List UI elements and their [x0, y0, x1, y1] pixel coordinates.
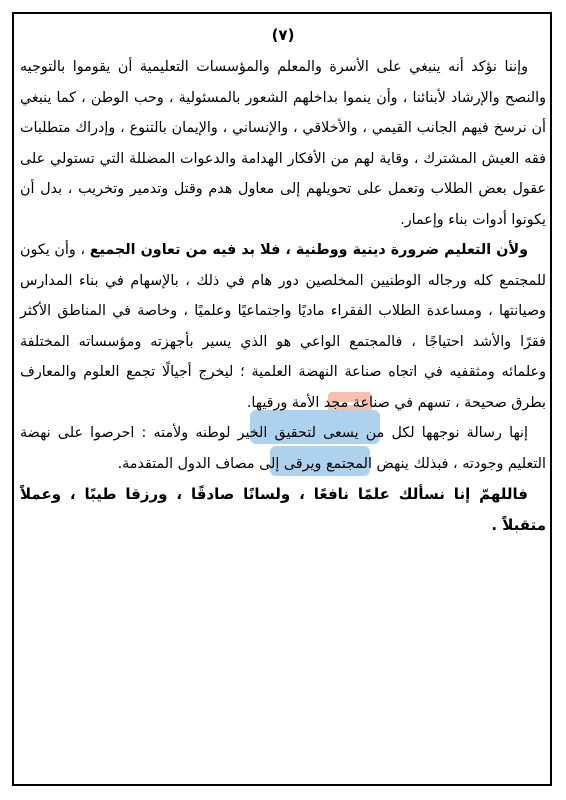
page-number: (٧) — [271, 26, 295, 44]
document-body — [20, 52, 546, 540]
paragraph-education-cooperation — [20, 235, 546, 418]
paragraph-emphasis: ولأن التعليم ضرورة دينية ووطنية ، فلا بد فيه من تعاون الجميع — [89, 242, 528, 258]
paragraph-text: ، وأن يكون للمجتمع كله ورجاله الوطنيين المخلصين دور هام في ذلك ، بالإسهام في بناء المدارس وصيانتها ، ومساعدة الطلاب الفقراء ماديًا واجتماعيًا وعلميًا ، وخاصة في المناطق الأكثر فقرًا والأشد احتياجًا ، فالمجتمع الواعي هو الذي يسير بأجهزته ومؤسساته المختلفة وعلمائه ومثقفيه في اتجاه صناعة النهضة العلمية ؛ ليخرج أجيالًا تجمع العلوم والمعارف بطرق صحيحة ، تسهم في صناعة مجد الأمة ورقيها. — [20, 242, 546, 411]
paragraph-text: إنها رسالة نوجهها لكل من يسعى لتحقيق الخير لوطنه ولأمته : احرصوا على نهضة التعليم وجودته ، فبذلك ينهض المجتمع ويرقى إلى مصاف الدول المتقدمة. — [20, 425, 546, 472]
closing-prayer: فاللهمّ إنا نسألك علمًا نافعًا ، ولسانًا صادقًا ، ورزقا طيبًا ، وعملاً متقبلاً . — [20, 485, 546, 534]
paragraph-education-guidance — [20, 52, 546, 235]
paragraph-message — [20, 418, 546, 479]
paragraph-text: وإننا نؤكد أنه ينبغي على الأسرة والمعلم والمؤسسات التعليمية أن يقوموا بالتوجيه والنصح والإرشاد لأبنائنا ، وأن ينموا بداخلهم الشعور بالمسئولية ، وحب الوطن ، كما ينبغي أن نرسخ فيهم الجانب القيمي ، والأخلاقي ، والإنساني ، والإيمان بالتنوع ، وإدراك متطلبات فقه العيش المشترك ، وقاية لهم من الأفكار الهدامة والدعوات المضللة التي تستولي على عقول بعض الطلاب وتعمل على تحويلهم إلى معاول هدم وقتل وتدمير وتخريب ، بدل أن يكونوا أدوات بناء وإعمار. — [20, 59, 546, 228]
